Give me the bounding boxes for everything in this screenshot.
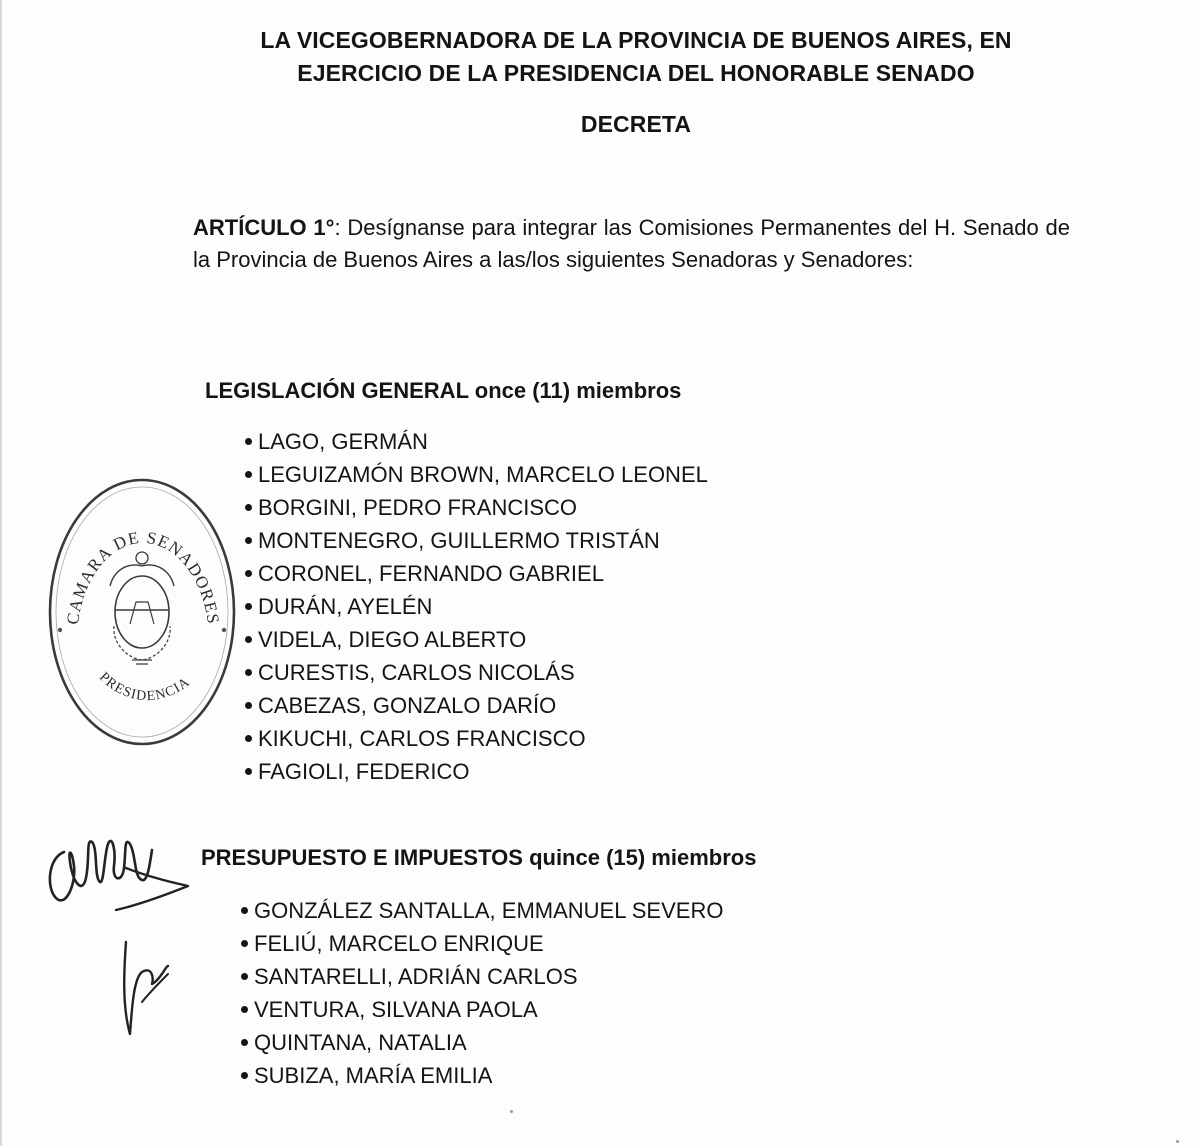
member-item [245, 562, 708, 595]
bullet-icon [245, 636, 252, 643]
article-text: : Desígnanse para integrar las Comisiones Permanentes del H. Senado de la Provincia de Buenos Aires a las/los siguientes Senadoras y Senadores: [193, 215, 1070, 272]
member-item [245, 661, 708, 694]
bullet-icon [245, 669, 252, 676]
member-item [241, 998, 723, 1031]
bullet-icon [245, 702, 252, 709]
article-label: ARTÍCULO 1° [193, 215, 335, 240]
member-name: MONTENEGRO, GUILLERMO TRISTÁN [258, 528, 660, 553]
bullet-icon [241, 907, 248, 914]
bullet-icon [241, 1039, 248, 1046]
coat-of-arms-icon [110, 552, 174, 664]
member-item [241, 965, 723, 998]
bullet-icon [241, 940, 248, 947]
member-item [245, 694, 708, 727]
committee-name: LEGISLACIÓN GENERAL [205, 378, 469, 403]
bullet-icon [245, 735, 252, 742]
member-name: BORGINI, PEDRO FRANCISCO [258, 495, 578, 520]
member-item [245, 595, 708, 628]
header-line-2: EJERCICIO DE LA PRESIDENCIA DEL HONORABLE SENADO [297, 60, 975, 86]
member-name: KIKUCHI, CARLOS FRANCISCO [258, 726, 586, 751]
member-name: LEGUIZAMÓN BROWN, MARCELO LEONEL [258, 462, 708, 487]
committee-size: once (11) miembros [474, 378, 682, 403]
member-item [245, 760, 708, 793]
member-name: CORONEL, FERNANDO GABRIEL [258, 561, 604, 586]
committee-title [205, 378, 681, 404]
committee-name: PRESUPUESTO E IMPUESTOS [201, 845, 523, 870]
bullet-icon [245, 570, 252, 577]
member-name: DURÁN, AYELÉN [258, 594, 433, 619]
member-item [245, 529, 708, 562]
member-item [245, 430, 708, 463]
seal-bottom-text: PRESIDENCIA [96, 669, 194, 705]
member-name: GONZÁLEZ SANTALLA, EMMANUEL SEVERO [254, 898, 724, 923]
member-name: VIDELA, DIEGO ALBERTO [258, 627, 527, 652]
scan-speck [1176, 1140, 1179, 1143]
member-name: FELIÚ, MARCELO ENRIQUE [254, 931, 544, 956]
member-name: FAGIOLI, FEDERICO [258, 759, 470, 784]
member-item [241, 1064, 723, 1097]
committee-size: quince (15) miembros [529, 845, 757, 870]
handwritten-signature-2 [112, 936, 172, 1040]
member-item [241, 899, 723, 932]
member-item [241, 1031, 723, 1064]
bullet-icon [241, 973, 248, 980]
bullet-icon [245, 504, 252, 511]
bullet-icon [245, 438, 252, 445]
member-item [245, 463, 708, 496]
bullet-icon [245, 603, 252, 610]
header-line-1: LA VICEGOBERNADORA DE LA PROVINCIA DE BUENOS AIRES, EN [260, 27, 1012, 53]
member-name: SUBIZA, MARÍA EMILIA [254, 1063, 493, 1088]
decreta-heading: DECRETA [580, 111, 692, 137]
scan-speck [510, 1110, 513, 1113]
seal-top-text: CAMARA DE SENADORES [62, 527, 224, 626]
senate-seal-icon [44, 474, 240, 750]
bullet-icon [245, 471, 252, 478]
member-item [245, 496, 708, 529]
bullet-icon [241, 1072, 248, 1079]
member-name: CABEZAS, GONZALO DARÍO [258, 693, 557, 718]
member-name: CURESTIS, CARLOS NICOLÁS [258, 660, 575, 685]
member-item [241, 932, 723, 965]
member-name: QUINTANA, NATALIA [254, 1030, 467, 1055]
bullet-icon [245, 768, 252, 775]
member-item [245, 727, 708, 760]
member-name: SANTARELLI, ADRIÁN CARLOS [254, 964, 578, 989]
member-name: LAGO, GERMÁN [258, 429, 428, 454]
member-name: VENTURA, SILVANA PAOLA [254, 997, 538, 1022]
committee-member-list [245, 430, 708, 793]
committee-member-list [241, 899, 723, 1097]
handwritten-signature-1 [38, 822, 190, 914]
article-1-paragraph [193, 212, 1070, 276]
bullet-icon [241, 1006, 248, 1013]
member-item [245, 628, 708, 661]
committee-title [201, 845, 756, 871]
bullet-icon [245, 537, 252, 544]
page-edge [0, 0, 2, 1146]
